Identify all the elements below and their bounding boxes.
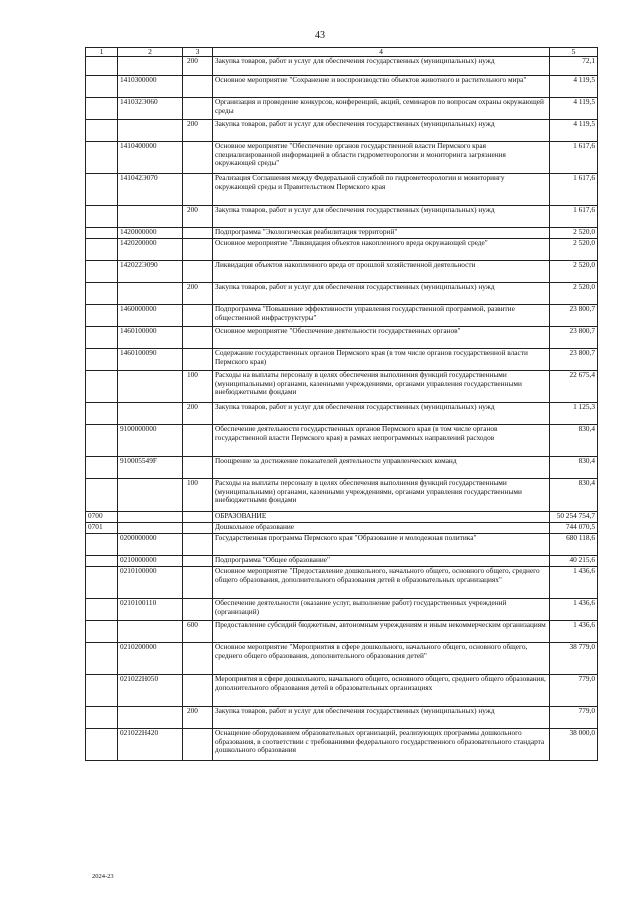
target-code-cell <box>118 403 183 425</box>
description-cell: Закупка товаров, работ и услуг для обеспечения государственных (муниципальных) нужд <box>213 120 550 142</box>
section-code-cell <box>86 239 118 261</box>
target-code-cell <box>118 707 183 729</box>
section-code-cell <box>86 556 118 567</box>
description-cell: Подпрограмма "Экологическая реабилитация территорий" <box>213 228 550 239</box>
target-code-cell: 0210000000 <box>118 556 183 567</box>
table-row <box>86 349 598 371</box>
target-code-cell <box>118 206 183 228</box>
table-row <box>86 174 598 206</box>
amount-cell: 830,4 <box>550 425 598 457</box>
target-code-cell <box>118 57 183 76</box>
expense-type-cell <box>183 457 213 479</box>
table-row <box>86 98 598 120</box>
amount-cell: 1 436,6 <box>550 621 598 643</box>
section-code-cell <box>86 479 118 512</box>
page-number: 43 <box>315 30 325 41</box>
amount-cell: 23 800,7 <box>550 305 598 327</box>
amount-cell: 2 520,0 <box>550 283 598 305</box>
amount-cell: 1 436,6 <box>550 567 598 599</box>
section-code-cell <box>86 643 118 675</box>
table-row <box>86 120 598 142</box>
table-row <box>86 523 598 534</box>
description-cell: Закупка товаров, работ и услуг для обеспечения государственных (муниципальных) нужд <box>213 403 550 425</box>
description-cell: Обеспечение деятельности (оказание услуг, выполнение работ) государственных учреждений (организаций) <box>213 599 550 621</box>
table-row <box>86 228 598 239</box>
target-code-cell: 9100000000 <box>118 425 183 457</box>
section-code-cell <box>86 621 118 643</box>
target-code-cell: 142022Э090 <box>118 261 183 283</box>
section-code-cell <box>86 425 118 457</box>
header-cell: 3 <box>183 48 213 57</box>
description-cell: Реализация Соглашения между Федеральной службой по гидрометеорологии и мониторингу окружающей среды и Правительством Пермского края <box>213 174 550 206</box>
description-cell: Обеспечение деятельности государственных органов Пермского края (в том числе органов государственной власти Пермского края) в рамках непрограммных направлений расходов <box>213 425 550 457</box>
table-row <box>86 643 598 675</box>
amount-cell: 1 617,6 <box>550 142 598 174</box>
amount-cell: 22 675,4 <box>550 371 598 403</box>
amount-cell: 50 254 754,7 <box>550 512 598 523</box>
section-code-cell <box>86 371 118 403</box>
section-code-cell <box>86 327 118 349</box>
target-code-cell: 141042Э070 <box>118 174 183 206</box>
footer-code: 2024-23 <box>92 873 114 880</box>
target-code-cell: 1410300000 <box>118 76 183 98</box>
table-row <box>86 142 598 174</box>
section-code-cell <box>86 142 118 174</box>
section-code-cell <box>86 228 118 239</box>
section-code-cell <box>86 120 118 142</box>
description-cell: Дошкольное образование <box>213 523 550 534</box>
amount-cell: 23 800,7 <box>550 327 598 349</box>
description-cell: Закупка товаров, работ и услуг для обеспечения государственных (муниципальных) нужд <box>213 707 550 729</box>
description-cell: Закупка товаров, работ и услуг для обеспечения государственных (муниципальных) нужд <box>213 57 550 76</box>
amount-cell: 744 070,5 <box>550 523 598 534</box>
expense-type-cell: 200 <box>183 707 213 729</box>
header-cell: 1 <box>86 48 118 57</box>
section-code-cell <box>86 729 118 761</box>
section-code-cell <box>86 174 118 206</box>
table-row <box>86 371 598 403</box>
expense-type-cell <box>183 729 213 761</box>
target-code-cell <box>118 479 183 512</box>
expense-type-cell: 100 <box>183 479 213 512</box>
expense-type-cell <box>183 512 213 523</box>
amount-cell: 1 436,6 <box>550 599 598 621</box>
expense-type-cell <box>183 534 213 556</box>
amount-cell: 23 800,7 <box>550 349 598 371</box>
amount-cell: 4 119,5 <box>550 98 598 120</box>
section-code-cell <box>86 599 118 621</box>
section-code-cell <box>86 567 118 599</box>
amount-cell: 680 118,6 <box>550 534 598 556</box>
section-code-cell <box>86 403 118 425</box>
amount-cell: 2 520,0 <box>550 261 598 283</box>
table-row <box>86 512 598 523</box>
target-code-cell <box>118 512 183 523</box>
table-row <box>86 425 598 457</box>
target-code-cell: 910005549F <box>118 457 183 479</box>
description-cell: Расходы на выплаты персоналу в целях обеспечения выполнения функций государственными (муниципальными) органами, казенными учреждениями, органами управления государственными внебюджетными фондами <box>213 479 550 512</box>
description-cell: Содержание государственных органов Пермского края (в том числе органов государственной власти Пермского края) <box>213 349 550 371</box>
description-cell: Мероприятия в сфере дошкольного, начального общего, основного общего, среднего общего образования, дополнительного образования детей в образовательных организациях <box>213 675 550 707</box>
section-code-cell <box>86 76 118 98</box>
description-cell: Основное мероприятие "Предоставление дошкольного, начального общего, основного общего, среднего общего образования, дополнительного образования детей в образовательных организациях" <box>213 567 550 599</box>
section-code-cell <box>86 349 118 371</box>
table-row <box>86 556 598 567</box>
description-cell: Расходы на выплаты персоналу в целях обеспечения выполнения функций государственными (муниципальными) органами, казенными учреждениями, органами управления государственными внебюджетными фондами <box>213 371 550 403</box>
amount-cell: 779,0 <box>550 707 598 729</box>
description-cell: Основное мероприятие "Обеспечение органов государственной власти Пермского края специализированной информацией в области гидрометеорологии и мониторинга загрязнения окружающей среды" <box>213 142 550 174</box>
target-code-cell: 0210100110 <box>118 599 183 621</box>
section-code-cell: 0701 <box>86 523 118 534</box>
target-code-cell: 141032Э060 <box>118 98 183 120</box>
table-row <box>86 707 598 729</box>
expense-type-cell <box>183 425 213 457</box>
section-code-cell: 0700 <box>86 512 118 523</box>
expense-type-cell <box>183 305 213 327</box>
amount-cell: 2 520,0 <box>550 228 598 239</box>
description-cell: Организация и проведение конкурсов, конференций, акций, семинаров по вопросам охраны окружающей среды <box>213 98 550 120</box>
section-code-cell <box>86 283 118 305</box>
target-code-cell <box>118 621 183 643</box>
expense-type-cell <box>183 349 213 371</box>
table-body <box>86 48 598 761</box>
target-code-cell <box>118 283 183 305</box>
expense-type-cell <box>183 675 213 707</box>
table-row <box>86 729 598 761</box>
table-row <box>86 327 598 349</box>
table-row <box>86 305 598 327</box>
expense-type-cell <box>183 261 213 283</box>
target-code-cell <box>118 120 183 142</box>
target-code-cell: 1460000000 <box>118 305 183 327</box>
table-row <box>86 567 598 599</box>
table-row <box>86 621 598 643</box>
target-code-cell <box>118 523 183 534</box>
header-cell: 4 <box>213 48 550 57</box>
expense-type-cell <box>183 643 213 675</box>
expense-type-cell: 200 <box>183 283 213 305</box>
amount-cell: 830,4 <box>550 457 598 479</box>
expense-type-cell <box>183 76 213 98</box>
expense-type-cell <box>183 174 213 206</box>
table-row <box>86 534 598 556</box>
table-row <box>86 76 598 98</box>
description-cell: Основное мероприятие "Ликвидация объектов накопленного вреда окружающей среде" <box>213 239 550 261</box>
section-code-cell <box>86 675 118 707</box>
description-cell: Основное мероприятие "Сохранение и воспроизводство объектов животного и растительного мира" <box>213 76 550 98</box>
section-code-cell <box>86 57 118 76</box>
description-cell: Закупка товаров, работ и услуг для обеспечения государственных (муниципальных) нужд <box>213 206 550 228</box>
expense-type-cell: 200 <box>183 120 213 142</box>
table-row <box>86 599 598 621</box>
budget-table <box>85 47 598 761</box>
table-row <box>86 261 598 283</box>
amount-cell: 38 779,0 <box>550 643 598 675</box>
table-row <box>86 479 598 512</box>
table-row <box>86 283 598 305</box>
expense-type-cell: 600 <box>183 621 213 643</box>
header-cell: 2 <box>118 48 183 57</box>
target-code-cell: 0210100000 <box>118 567 183 599</box>
description-cell: Основное мероприятие "Мероприятия в сфере дошкольного, начального общего, основного общего, среднего общего образования, дополнительного образования детей" <box>213 643 550 675</box>
expense-type-cell: 200 <box>183 206 213 228</box>
target-code-cell: 021022Н420 <box>118 729 183 761</box>
expense-type-cell <box>183 523 213 534</box>
expense-type-cell <box>183 228 213 239</box>
expense-type-cell <box>183 556 213 567</box>
description-cell: Подпрограмма "Общее образование" <box>213 556 550 567</box>
table-row <box>86 206 598 228</box>
target-code-cell: 0200000000 <box>118 534 183 556</box>
amount-cell: 72,1 <box>550 57 598 76</box>
amount-cell: 830,4 <box>550 479 598 512</box>
expense-type-cell <box>183 327 213 349</box>
target-code-cell: 1420000000 <box>118 228 183 239</box>
amount-cell: 38 000,0 <box>550 729 598 761</box>
section-code-cell <box>86 98 118 120</box>
amount-cell: 1 617,6 <box>550 174 598 206</box>
section-code-cell <box>86 534 118 556</box>
description-cell: Предоставление субсидий бюджетным, автономным учреждениям и иным некоммерческим организациям <box>213 621 550 643</box>
table-row <box>86 403 598 425</box>
target-code-cell: 1460100000 <box>118 327 183 349</box>
description-cell: Поощрение за достижение показателей деятельности управленческих команд <box>213 457 550 479</box>
table-row <box>86 457 598 479</box>
description-cell: ОБРАЗОВАНИЕ <box>213 512 550 523</box>
target-code-cell: 1460100090 <box>118 349 183 371</box>
table-row <box>86 675 598 707</box>
section-code-cell <box>86 206 118 228</box>
expense-type-cell <box>183 239 213 261</box>
target-code-cell: 1410400000 <box>118 142 183 174</box>
section-code-cell <box>86 457 118 479</box>
amount-cell: 1 617,6 <box>550 206 598 228</box>
amount-cell: 779,0 <box>550 675 598 707</box>
description-cell: Подпрограмма "Повышение эффективности управления государственной программой, развитие общественной инфраструктуры" <box>213 305 550 327</box>
expense-type-cell <box>183 599 213 621</box>
header-row <box>86 48 598 57</box>
section-code-cell <box>86 261 118 283</box>
amount-cell: 4 119,5 <box>550 76 598 98</box>
amount-cell: 1 125,3 <box>550 403 598 425</box>
section-code-cell <box>86 707 118 729</box>
target-code-cell <box>118 371 183 403</box>
description-cell: Закупка товаров, работ и услуг для обеспечения государственных (муниципальных) нужд <box>213 283 550 305</box>
amount-cell: 40 215,6 <box>550 556 598 567</box>
expense-type-cell <box>183 142 213 174</box>
target-code-cell: 1420200000 <box>118 239 183 261</box>
expense-type-cell: 200 <box>183 403 213 425</box>
target-code-cell: 0210200000 <box>118 643 183 675</box>
target-code-cell: 021022Н050 <box>118 675 183 707</box>
description-cell: Государственная программа Пермского края "Образование и молодежная политика" <box>213 534 550 556</box>
expense-type-cell <box>183 98 213 120</box>
description-cell: Оснащение оборудованием образовательных организаций, реализующих программы дошкольного образования, в соответствии с требованиями федерального государственного образовательного стандарта дошкольного образования <box>213 729 550 761</box>
amount-cell: 2 520,0 <box>550 239 598 261</box>
amount-cell: 4 119,5 <box>550 120 598 142</box>
description-cell: Основное мероприятие "Обеспечение деятельности государственных органов" <box>213 327 550 349</box>
section-code-cell <box>86 305 118 327</box>
description-cell: Ликвидация объектов накопленного вреда от прошлой хозяйственной деятельности <box>213 261 550 283</box>
table-row <box>86 239 598 261</box>
table-row <box>86 57 598 76</box>
header-cell: 5 <box>550 48 598 57</box>
expense-type-cell <box>183 567 213 599</box>
expense-type-cell: 100 <box>183 371 213 403</box>
expense-type-cell: 200 <box>183 57 213 76</box>
